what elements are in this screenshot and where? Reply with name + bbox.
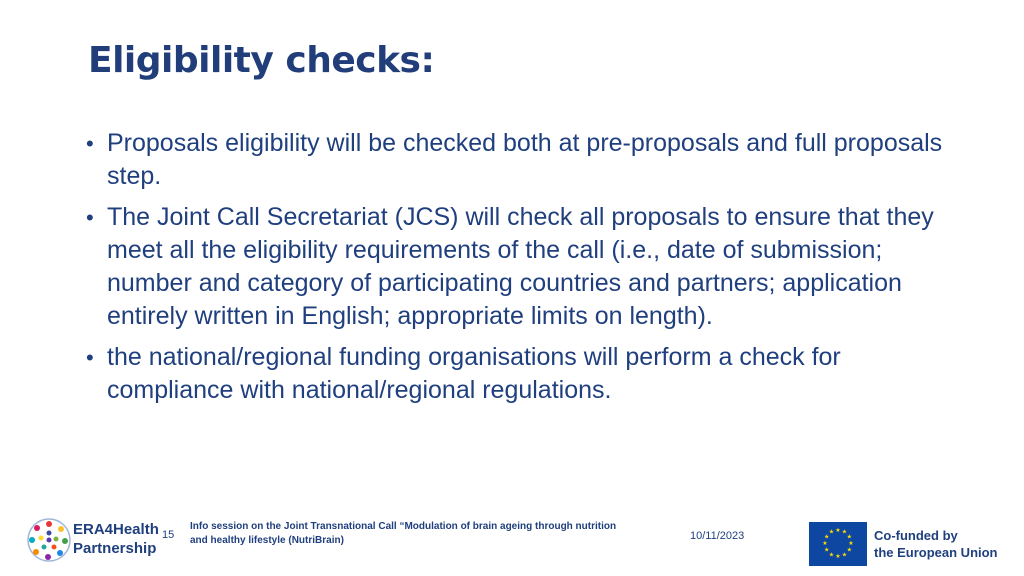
- page-number: 15: [162, 529, 175, 541]
- era4health-logo: [26, 517, 176, 565]
- eu-flag-icon: [809, 522, 867, 566]
- logo-line-1: ERA4Health: [73, 521, 159, 538]
- svg-text:★: ★: [835, 553, 841, 560]
- svg-text:★: ★: [824, 533, 830, 541]
- svg-text:★: ★: [841, 528, 848, 536]
- slide-title: Eligibility checks:: [88, 40, 435, 81]
- eu-flag: [809, 522, 867, 566]
- bullet-text: The Joint Call Secretariat (JCS) will check all proposals to ensure that they meet all the eligibility requirements of the call (i.e., date of submission; number and category of participating countries and partners; application entirely written in English; appropriate limits on length).: [107, 203, 934, 330]
- svg-text:★: ★: [828, 551, 835, 559]
- eu-line-2: the European Union: [874, 545, 998, 560]
- bullet-icon: •: [86, 345, 94, 370]
- bullet-item: [86, 127, 966, 193]
- svg-text:★: ★: [824, 546, 830, 554]
- bullet-item: [86, 341, 966, 407]
- bullet-text: the national/regional funding organisations will perform a check for compliance with national/regional regulations.: [107, 343, 841, 404]
- bullet-text: Proposals eligibility will be checked both at pre-proposals and full proposals step.: [107, 129, 943, 190]
- svg-text:★: ★: [846, 546, 852, 554]
- bullet-icon: •: [86, 131, 94, 156]
- era4health-logo-icon: [26, 517, 72, 563]
- svg-text:★: ★: [822, 540, 828, 547]
- bullet-icon: •: [86, 205, 94, 230]
- logo-text: [73, 520, 159, 558]
- logo-line-2: Partnership: [73, 540, 157, 557]
- svg-text:★: ★: [835, 527, 841, 534]
- footer-date: 10/11/2023: [690, 530, 745, 542]
- svg-text:★: ★: [848, 540, 854, 547]
- bullet-item: [86, 201, 966, 333]
- svg-text:★: ★: [846, 533, 852, 541]
- bullet-list: [86, 127, 966, 415]
- eu-line-1: Co-funded by: [874, 528, 958, 543]
- eu-cofunded-text: [874, 527, 998, 561]
- svg-text:★: ★: [841, 551, 848, 559]
- footer-info: Info session on the Joint Transnational Call “Modulation of brain ageing through nutrition and healthy lifestyle (NutriBrain): [190, 521, 617, 546]
- svg-text:★: ★: [828, 528, 835, 536]
